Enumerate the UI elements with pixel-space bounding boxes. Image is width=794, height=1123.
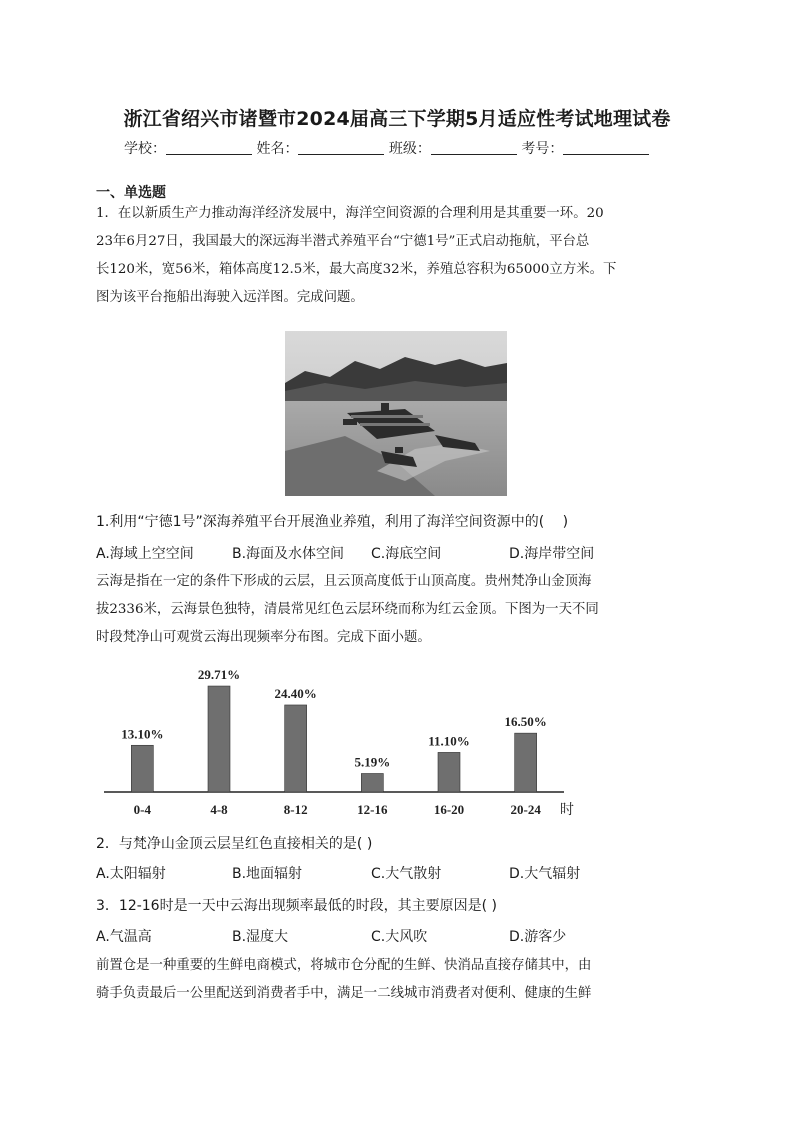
passage-line: 长120米，宽56米，箱体高度12.5米，最大高度32米，养殖总容积为65000立方米。下: [96, 262, 617, 277]
bar-value-label: 11.10%: [428, 733, 470, 749]
page-title: 浙江省绍兴市诸暨市2024届高三下学期5月适应性考试地理试卷: [123, 108, 671, 130]
cloud-sea-frequency-chart: [96, 670, 596, 830]
passage-line: 拔2336米，云海景色独特，清晨常见红色云层环绕而称为红云金顶。下图为一天不同: [96, 602, 599, 617]
q2-option-a[interactable]: A.太阳辐射: [96, 866, 166, 882]
passage-line: 23年6月27日，我国最大的深远海半潜式养殖平台“宁德1号”正式启动拖航，平台总: [96, 234, 590, 249]
q1-option-d[interactable]: D.海岸带空间: [509, 546, 595, 562]
question-1-stem: 1.利用“宁德1号”深海养殖平台开展渔业养殖，利用了海洋空间资源中的( ): [96, 514, 569, 530]
bar-value-label: 13.10%: [121, 726, 164, 742]
passage-line: 骑手负责最后一公里配送到消费者手中，满足一二线城市消费者对便利、健康的生鲜: [96, 986, 592, 1001]
bar-4-8: [208, 686, 230, 792]
q1-option-b[interactable]: B.海面及水体空间: [232, 546, 345, 562]
bar-8-12: [285, 705, 307, 792]
x-tick-label: 16-20: [433, 802, 465, 817]
class-label: 班级：: [388, 141, 431, 157]
q3-option-a[interactable]: A.气温高: [96, 929, 152, 945]
number-label: 考号：: [521, 141, 564, 157]
bar-0-4: [131, 745, 153, 792]
school-label: 学校：: [124, 141, 166, 157]
passage-line: 时段梵净山可观赏云海出现频率分布图。完成下面小题。: [96, 630, 431, 645]
passage-2: [96, 568, 700, 652]
name-blank[interactable]: [298, 140, 384, 155]
bar-12-16: [361, 773, 383, 792]
section-heading: 一、单选题: [96, 185, 166, 201]
passage-line: 图为该平台拖船出海驶入远洋图。完成问题。: [96, 290, 364, 305]
bar-value-label: 5.19%: [354, 754, 391, 770]
x-tick-label: 12-16: [357, 802, 388, 817]
q1-option-a[interactable]: A.海域上空空间: [96, 546, 194, 562]
bar-value-label: 24.40%: [274, 685, 317, 701]
passage-3: [96, 952, 700, 1008]
bar-16-20: [438, 752, 460, 792]
bar-20-24: [515, 733, 537, 792]
question-3-stem: 3．12-16时是一天中云海出现频率最低的时段，其主要原因是( ): [96, 898, 497, 914]
number-blank[interactable]: [563, 140, 649, 155]
student-info-line: [124, 138, 649, 158]
passage-line: 云海是指在一定的条件下形成的云层，且云顶高度低于山顶高度。贵州梵净山金顶海: [96, 574, 592, 589]
name-label: 姓名：: [256, 141, 299, 157]
bar-value-label: 16.50%: [504, 714, 547, 730]
x-tick-label: 20-24: [510, 802, 541, 817]
q2-option-c[interactable]: C.大气散射: [371, 866, 442, 882]
x-tick-label: 8-12: [283, 802, 308, 817]
q1-option-c[interactable]: C.海底空间: [371, 546, 442, 562]
q3-option-d[interactable]: D.游客少: [509, 929, 567, 945]
q3-option-b[interactable]: B.湿度大: [232, 929, 289, 945]
passage-line: 前置仓是一种重要的生鲜电商模式，将城市仓分配的生鲜、快消品直接存储其中，由: [96, 958, 592, 973]
class-blank[interactable]: [431, 140, 517, 155]
q2-option-b[interactable]: B.地面辐射: [232, 866, 303, 882]
question-2-stem: 2．与梵净山金顶云层呈红色直接相关的是( ): [96, 836, 373, 852]
x-tick-label: 4-8: [210, 802, 228, 817]
x-tick-label: 0-4: [133, 802, 152, 817]
passage-1: [96, 200, 700, 312]
q2-option-d[interactable]: D.大气辐射: [509, 866, 581, 882]
bar-value-label: 29.71%: [197, 670, 241, 683]
passage-line: 1．在以新质生产力推动海洋经济发展中，海洋空间资源的合理利用是其重要一环。20: [96, 206, 604, 221]
platform-towing-photo: [285, 331, 507, 496]
school-blank[interactable]: [166, 140, 252, 155]
x-axis-unit-label: 时: [560, 802, 574, 818]
q3-option-c[interactable]: C.大风吹: [371, 929, 428, 945]
